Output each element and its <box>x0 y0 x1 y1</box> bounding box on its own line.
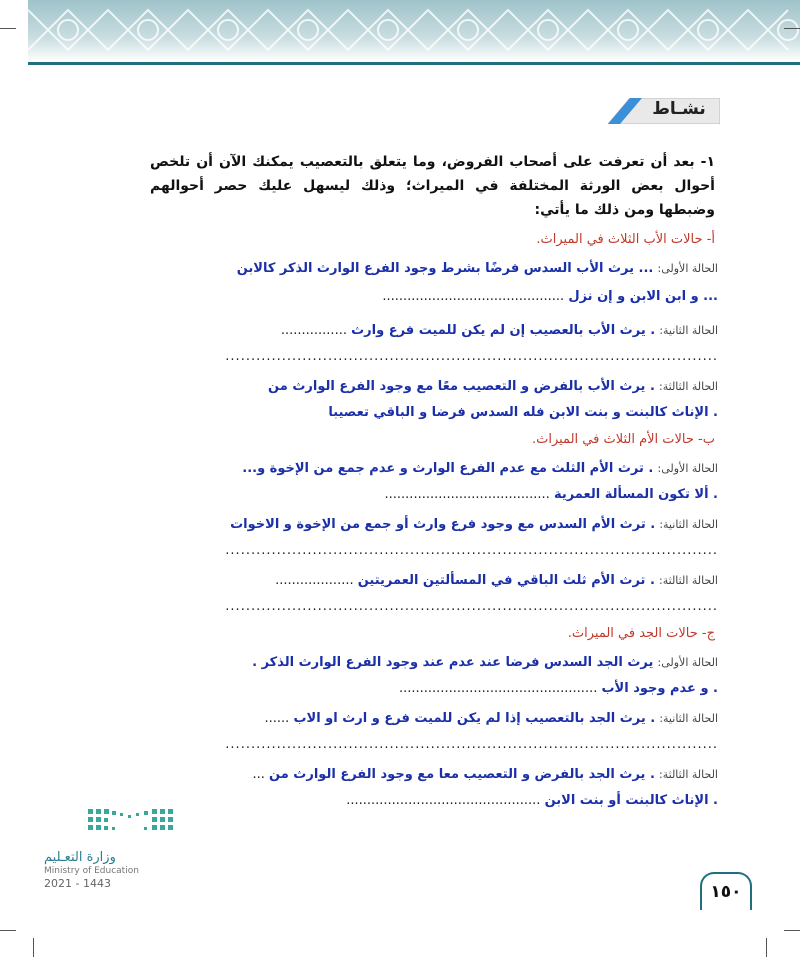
ministry-name-english: Ministry of Education <box>44 866 139 876</box>
case-line <box>110 596 718 618</box>
case-label: الحالة الثالثة: <box>659 768 718 781</box>
case-line <box>110 734 718 756</box>
decorative-banner <box>28 0 800 62</box>
case-label: الحالة الثانية: <box>659 712 718 725</box>
case-line <box>110 764 718 786</box>
dot-leader: ................................................................................................ <box>225 599 718 614</box>
case-line <box>110 376 718 398</box>
case-line <box>110 570 718 592</box>
answer-text: . يرث الجد بالتعصيب إذا لم يكن للميت فرع و ارث او الاب <box>293 711 656 726</box>
case-line <box>110 320 718 342</box>
dot-leader: ................................................................................................ <box>225 543 718 558</box>
case-line <box>110 790 718 812</box>
crop-mark <box>0 930 16 931</box>
page-number: ١٥٠ <box>700 872 752 910</box>
answer-text: . ترث الأم السدس مع وجود فرع وارث أو جمع من الإخوة و الاخوات <box>230 517 656 532</box>
ministry-name-arabic: وزارة التعـليم <box>44 850 116 865</box>
answer-text: . ترث الأم الثلث مع عدم الفرع الوارث و عدم جمع من الإخوة و... <box>242 461 654 476</box>
case-line <box>110 458 718 480</box>
case-label: الحالة الأولى: <box>657 656 718 669</box>
case-line <box>110 402 718 424</box>
dot-leader: ................................................................................................ <box>225 737 718 752</box>
edition-year: 2021 - 1443 <box>44 877 111 890</box>
dot-leader: ................................................ <box>398 681 598 696</box>
section-title-a: أ- حالات الأب الثلاث في الميراث. <box>536 232 715 247</box>
dot-leader: ................................................................................................ <box>225 349 718 364</box>
crop-mark <box>784 28 800 29</box>
section-title-c: ج- حالات الجد في الميراث. <box>567 626 715 641</box>
case-label: الحالة الثانية: <box>659 518 718 531</box>
answer-text: ... يرث الأب السدس فرضًا بشرط وجود الفرع الوارث الذكر كالابن <box>236 261 654 276</box>
ministry-logo-icon <box>40 805 190 849</box>
section-title-b: ب- حالات الأم الثلاث في الميراث. <box>531 432 715 447</box>
case-line <box>110 286 718 308</box>
case-line <box>110 652 718 674</box>
case-label: الحالة الأولى: <box>657 462 718 475</box>
crop-mark <box>784 930 800 931</box>
case-line <box>110 258 718 280</box>
crop-mark <box>766 938 767 957</box>
dot-leader: ............................................ <box>382 289 565 304</box>
answer-text: . الإناث كالبنت أو بنت الابن <box>544 793 718 808</box>
banner-underline <box>28 62 800 65</box>
dot-leader: ........................................ <box>384 487 550 502</box>
answer-text: . و عدم وجود الأب <box>601 681 718 696</box>
activity-badge-label: نشـاط <box>652 99 706 119</box>
answer-text: . يرث الأب بالفرض و التعصيب معًا مع وجود الفرع الوارث من <box>268 379 655 394</box>
dot-leader: ............................................... <box>346 793 541 808</box>
case-line <box>110 514 718 536</box>
answer-text: . يرث الجد بالفرض و التعصيب معا مع وجود الفرع الوارث من <box>269 767 655 782</box>
case-line <box>110 346 718 368</box>
case-label: الحالة الثانية: <box>659 324 718 337</box>
case-label: الحالة الثالثة: <box>659 380 718 393</box>
dot-leader: ................ <box>280 323 347 338</box>
answer-text: . ألا تكون المسألة العمرية <box>553 487 718 502</box>
answer-text: يرث الجد السدس فرضا عند عدم عند وجود الفرع الوارث الذكر . <box>252 655 654 670</box>
intro-paragraph: ١- بعد أن تعرفت على أصحاب الفروض، وما يتعلق بالتعصيب يمكنك الآن أن تلخص أحوال بعض الورثة المختلفة في الميراث؛ وذلك ليسهل عليك حصر أحوالهم وضبطها ومن ذلك ما يأتي: <box>150 154 715 218</box>
answer-text: ... و ابن الابن و إن نزل <box>568 289 718 304</box>
case-line <box>110 540 718 562</box>
geometric-pattern-icon <box>28 0 800 62</box>
case-label: الحالة الثالثة: <box>659 574 718 587</box>
case-line <box>110 678 718 700</box>
dot-leader: ................... <box>275 573 354 588</box>
answer-text: . ترث الأم ثلث الباقي في المسألتين العمريتين <box>357 573 655 588</box>
crop-mark <box>0 28 16 29</box>
case-line <box>110 708 718 730</box>
answer-text: . يرث الأب بالعصيب إن لم يكن للميت فرع وارث <box>351 323 656 338</box>
dot-leader: ... <box>252 767 265 782</box>
case-line <box>110 484 718 506</box>
answer-text: . الإناث كالبنت و بنت الابن فله السدس فرضا و الباقي تعصيبا <box>328 405 718 420</box>
crop-mark <box>33 938 34 957</box>
dot-leader: ...... <box>264 711 290 726</box>
case-label: الحالة الأولى: <box>657 262 718 275</box>
